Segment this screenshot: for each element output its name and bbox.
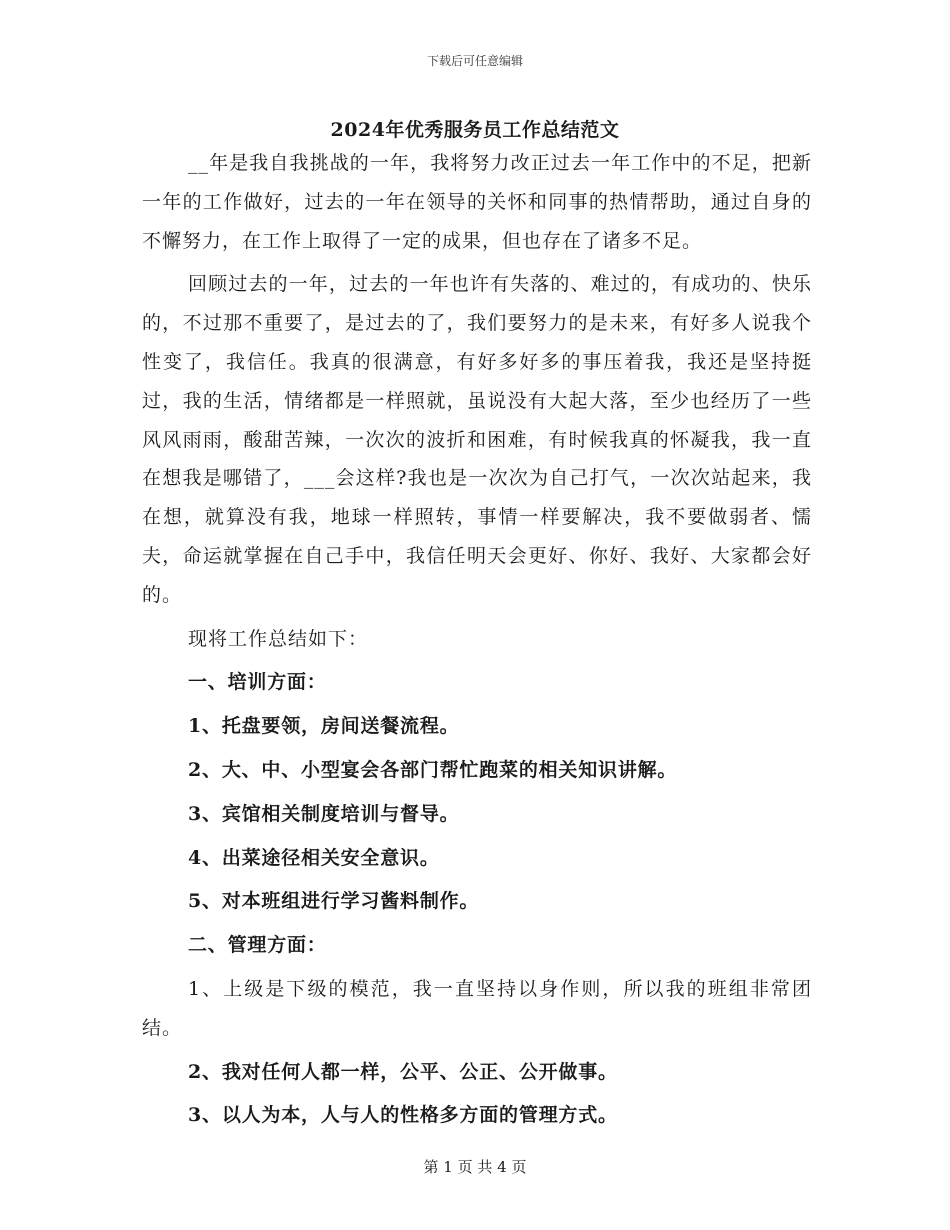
- page-header-note: 下载后可任意编辑: [426, 54, 523, 68]
- section-heading-training: 一、培训方面：: [188, 671, 327, 694]
- training-item: 1、托盘要领，房间送餐流程。: [188, 715, 460, 738]
- page-number-footer: 第 1 页 共 4 页: [423, 1158, 527, 1176]
- intro-paragraph: __年是我自我挑战的一年，我将努力改正过去一年工作中的不足，把新一年的工作做好，过去的一年在领导的关怀和同事的热情帮助，通过自身的不懈努力，在工作上取得了一定的成果，但也存在了诸多不足。: [142, 152, 812, 252]
- document-body: [142, 144, 812, 1135]
- training-item: 5、对本班组进行学习酱料制作。: [188, 890, 480, 913]
- training-item: 3、宾馆相关制度培训与督导。: [188, 802, 460, 825]
- review-paragraph: 回顾过去的一年，过去的一年也许有失落的、难过的，有成功的、快乐的，不过那不重要了，是过去的了，我们要努力的是未来，有好多人说我个性变了，我信任。我真的很满意，有好多好多的事压着我，我还是坚持挺过，我的生活，情绪都是一样照就，虽说没有大起大落，至少也经历了一些风风雨雨，酸甜苦辣，一次次的波折和困难，有时候我真的怀凝我，我一直在想我是哪错了，___会这样?我也是一次次为自己打气，一次次站起来，我在想，就算没有我，地球一样照转，事情一样要解决，我不要做弱者、懦夫，命运就掌握在自己手中，我信任明天会更好、你好、我好、大家都会好的。: [142, 273, 812, 606]
- management-item: 2、我对任何人都一样，公平、公正、公开做事。: [188, 1060, 618, 1083]
- management-item: 1、上级是下级的模范，我一直坚持以身作则，所以我的班组非常团结。: [142, 977, 812, 1039]
- management-item: 3、以人为本，人与人的性格多方面的管理方式。: [188, 1104, 618, 1127]
- training-item: 4、出菜途径相关安全意识。: [188, 846, 440, 869]
- training-item: 2、大、中、小型宴会各部门帮忙跑菜的相关知识讲解。: [188, 758, 678, 781]
- document-title: 2024年优秀服务员工作总结范文: [330, 119, 620, 141]
- section-heading-management: 二、管理方面：: [188, 934, 327, 957]
- summary-lead: 现将工作总结如下：: [188, 627, 369, 650]
